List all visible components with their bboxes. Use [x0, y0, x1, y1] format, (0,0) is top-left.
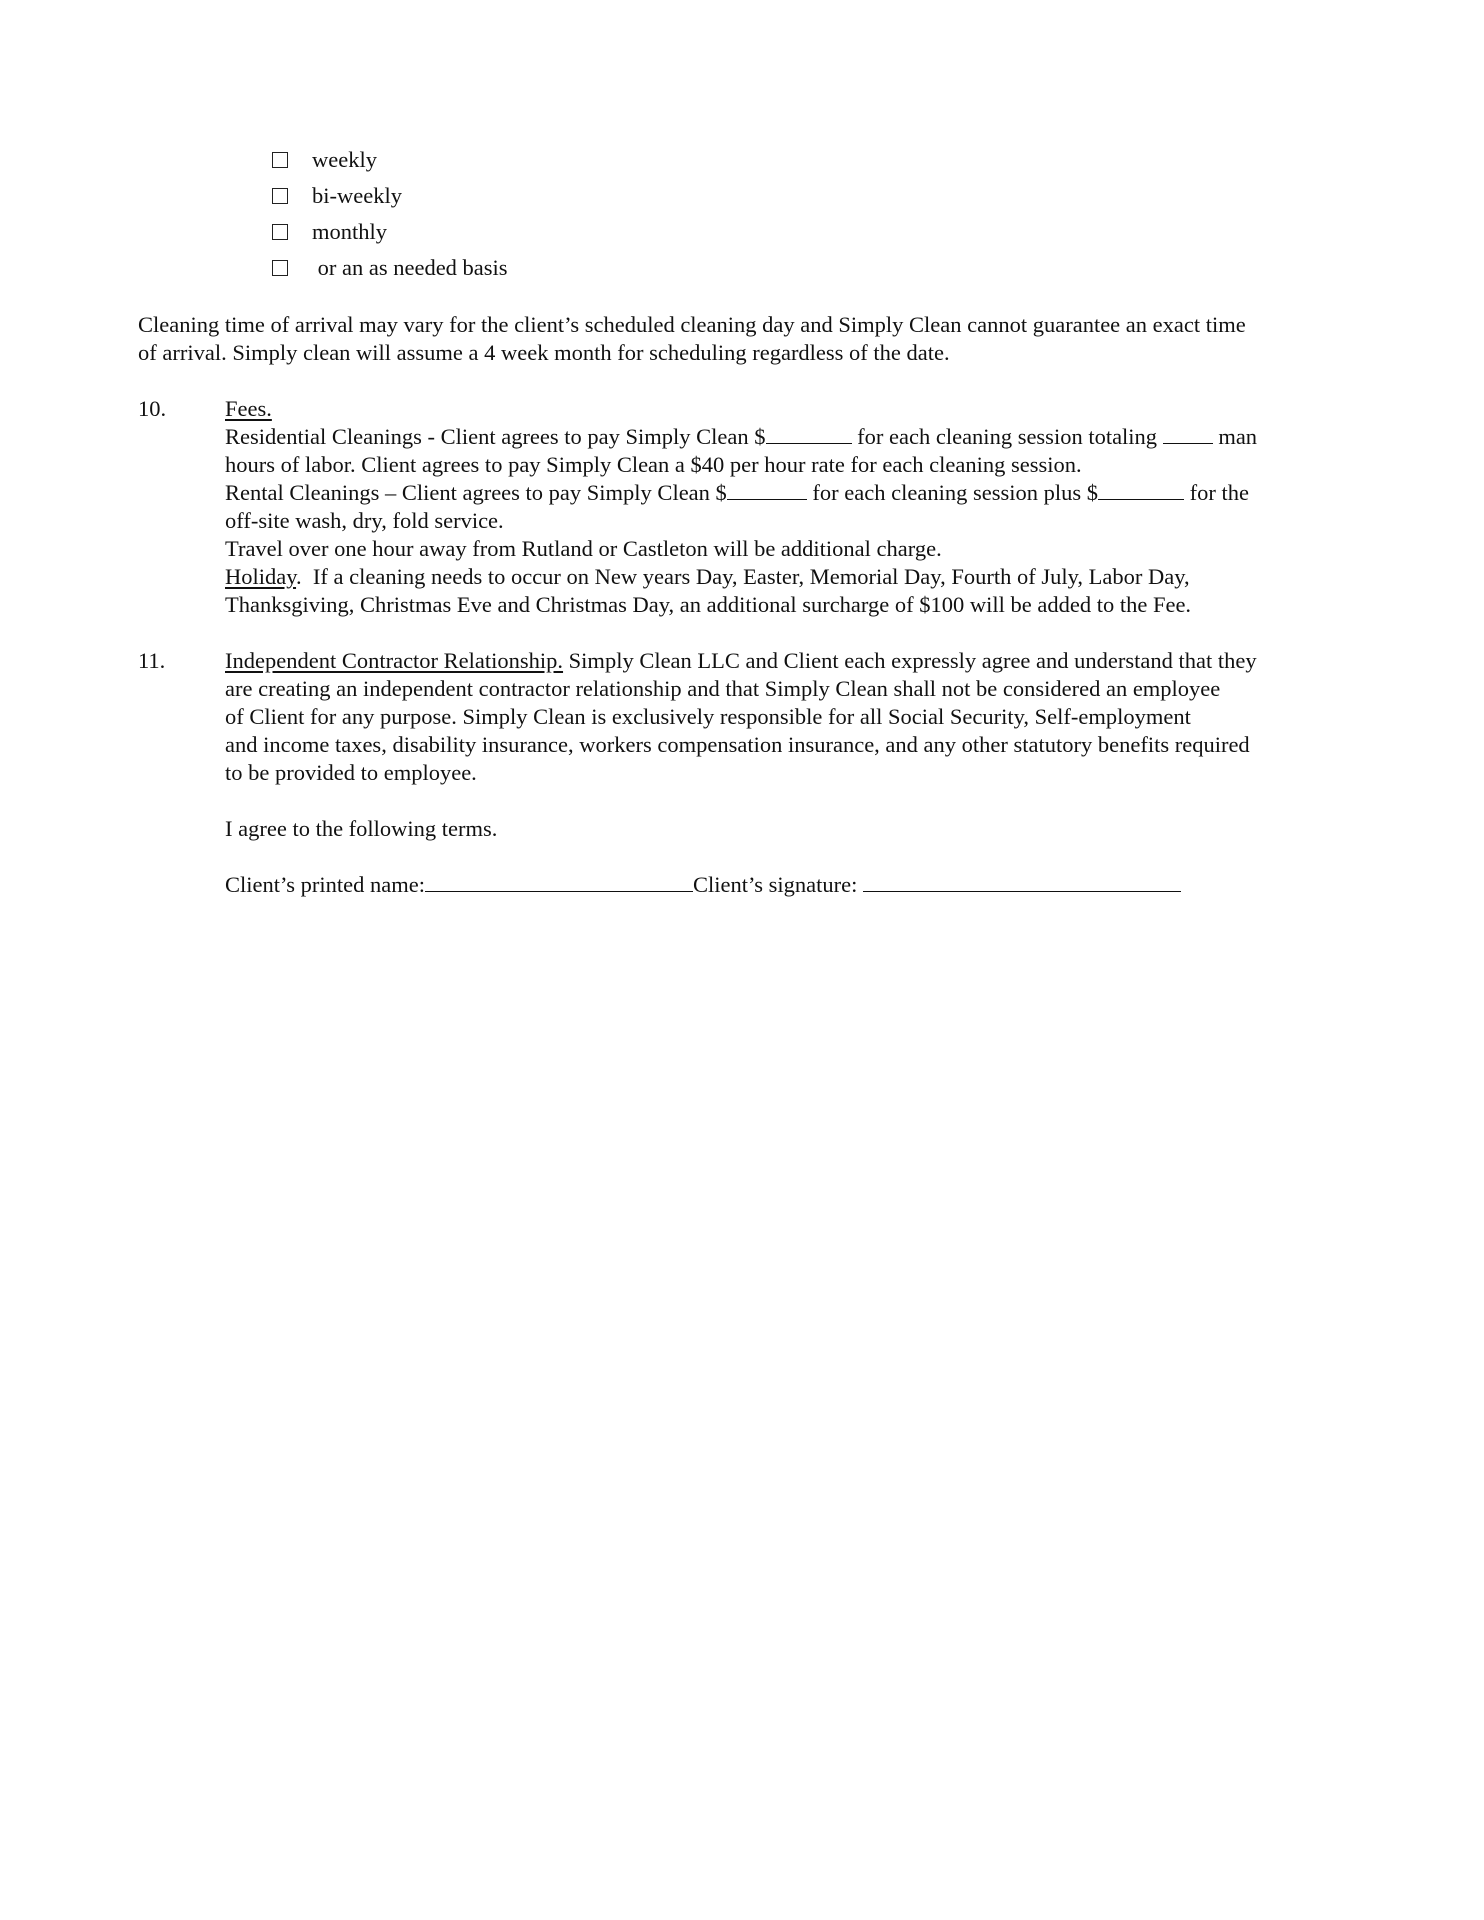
residential-fee-text: Residential Cleanings - Client agrees to pay Simply Clean $ — [225, 424, 766, 449]
independent-contractor-line: of Client for any purpose. Simply Clean is exclusively responsible for all Social Security, Self-employment — [225, 704, 1191, 729]
independent-contractor-text: Simply Clean LLC and Client each expressly agree and understand that they — [563, 648, 1257, 673]
agreement-statement: I agree to the following terms. — [225, 816, 498, 841]
independent-contractor-line: are creating an independent contractor relationship and that Simply Clean shall not be considered an employee — [225, 676, 1221, 701]
travel-charge-line: Travel over one hour away from Rutland or Castleton will be additional charge. — [225, 536, 942, 561]
holiday-line-2: Thanksgiving, Christmas Eve and Christmas Day, an additional surcharge of $100 will be added to the Fee. — [225, 592, 1192, 617]
section-number: 10. — [138, 396, 167, 421]
checkbox[interactable] — [272, 224, 288, 240]
man-hours-blank[interactable] — [1163, 423, 1213, 444]
arrival-paragraph-line: Cleaning time of arrival may vary for the client’s scheduled cleaning day and Simply Clean cannot guarantee an exact time — [138, 312, 1246, 337]
printed-name-label: Client’s printed name: — [225, 872, 425, 897]
section-heading-fees: Fees. — [225, 396, 272, 421]
checkbox-label: bi-weekly — [312, 183, 402, 208]
holiday-heading: Holiday — [225, 564, 297, 589]
rental-fee-line — [225, 479, 1249, 507]
residential-fee-line-2: hours of labor. Client agrees to pay Simply Clean a $40 per hour rate for each cleaning session. — [225, 452, 1082, 477]
signature-label: Client’s signature: — [692, 872, 863, 897]
residential-fee-line — [225, 423, 1257, 451]
checkbox[interactable] — [272, 260, 288, 276]
section-number: 11. — [138, 648, 166, 673]
checkbox-label: weekly — [312, 147, 377, 172]
holiday-line — [225, 563, 1190, 591]
independent-contractor-line — [225, 647, 1257, 675]
signature-line — [225, 871, 1181, 899]
printed-name-field[interactable] — [425, 871, 693, 892]
checkbox-label: or an as needed basis — [312, 255, 508, 280]
section-heading-independent-contractor: Independent Contractor Relationship. — [225, 648, 564, 673]
residential-fee-text: man — [1212, 424, 1258, 449]
rental-fee-text: for the — [1183, 480, 1249, 505]
checkbox[interactable] — [272, 152, 288, 168]
residential-fee-text: for each cleaning session totaling — [851, 424, 1163, 449]
independent-contractor-line: to be provided to employee. — [225, 760, 477, 785]
rental-fee-text: Rental Cleanings – Client agrees to pay Simply Clean $ — [225, 480, 727, 505]
independent-contractor-line: and income taxes, disability insurance, workers compensation insurance, and any other statutory benefits required — [225, 732, 1250, 757]
holiday-text: . If a cleaning needs to occur on New years Day, Easter, Memorial Day, Fourth of July, Labor Day, — [296, 564, 1190, 589]
rental-fee-blank[interactable] — [727, 479, 807, 500]
signature-field[interactable] — [863, 871, 1181, 892]
wash-fee-blank[interactable] — [1098, 479, 1184, 500]
rental-fee-line-2: off-site wash, dry, fold service. — [225, 508, 504, 533]
arrival-paragraph-line: of arrival. Simply clean will assume a 4 week month for scheduling regardless of the date. — [138, 340, 950, 365]
checkbox-label: monthly — [312, 219, 388, 244]
checkbox[interactable] — [272, 188, 288, 204]
residential-fee-blank[interactable] — [766, 423, 852, 444]
rental-fee-text: for each cleaning session plus $ — [806, 480, 1098, 505]
